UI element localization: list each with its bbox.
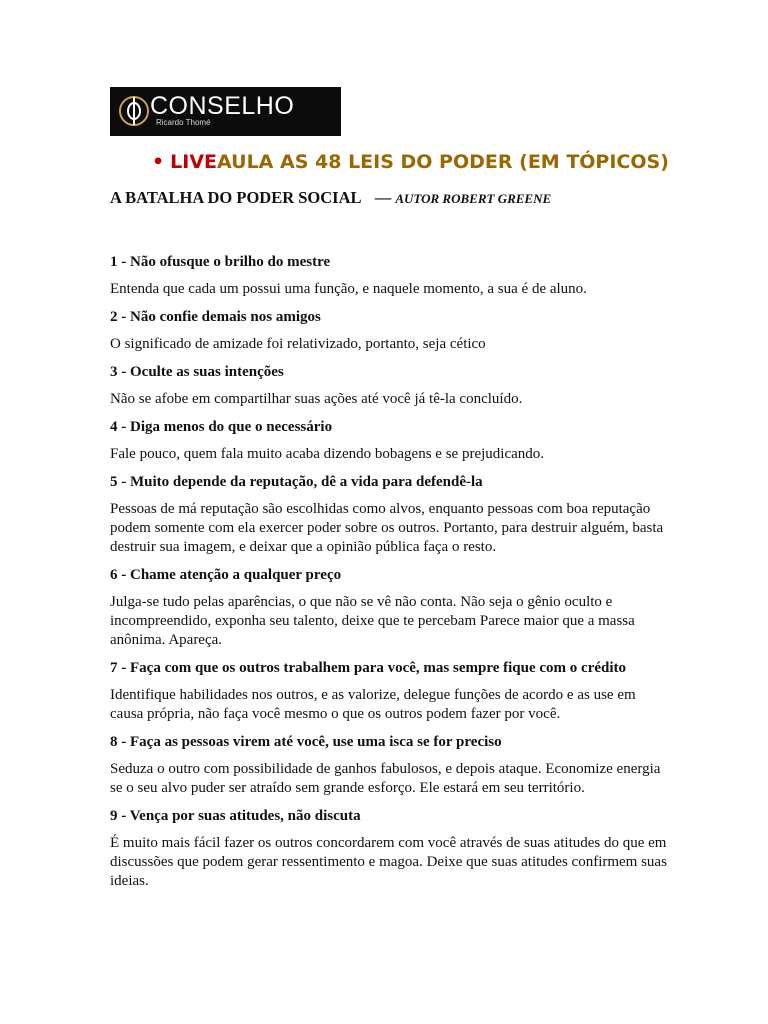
headline-bullet: • <box>152 151 165 173</box>
law-text-6: Julga-se tudo pelas aparências, o que não se vê não conta. Não seja o gênio oculto e incompreendido, exponha seu talento, deixe que te percebam Parece maior que a massa anônima. Apareça. <box>110 594 635 648</box>
law-text-1: Entenda que cada um possui uma função, e naquele momento, a sua é de aluno. <box>110 281 587 297</box>
subtitle-main: A BATALHA DO PODER SOCIAL <box>110 188 361 207</box>
law-text-8: Seduza o outro com possibilidade de ganhos fabulosos, e depois ataque. Economize energia se o seu alvo puder ser atraído sem grande esforço. Ele estará em seu território. <box>110 761 661 796</box>
laws-list <box>110 253 670 900</box>
logo-name: CONSELHO <box>150 92 295 120</box>
logo-subtitle: Ricardo Thomé <box>156 118 211 127</box>
law-text-4: Fale pouco, quem fala muito acaba dizendo bobagens e se prejudicando. <box>110 446 545 462</box>
law-text-9: É muito mais fácil fazer os outros concordarem com você através de suas atitudes do que em discussões que podem gerar ressentimento e magoa. Deixe que suas atitudes confirmem suas ideias. <box>110 835 667 889</box>
subtitle-author: AUTOR ROBERT GREENE <box>395 191 552 206</box>
law-text-5: Pessoas de má reputação são escolhidas como alvos, enquanto pessoas com boa reputação podem somente com ela exercer poder sobre os outros. Portanto, para destruir alguém, basta destruir sua imagem, e deixar que a opinião pública faça o resto. <box>110 501 664 555</box>
headline-title: AULA AS 48 LEIS DO PODER (EM TÓPICOS) <box>217 151 669 173</box>
law-title-4: 4 - Diga menos do que o necessário <box>110 419 333 435</box>
subtitle-dash: — <box>374 188 392 207</box>
headline-live: LIVE <box>170 151 218 173</box>
law-title-1: 1 - Não ofusque o brilho do mestre <box>110 254 331 270</box>
law-text-3: Não se afobe em compartilhar suas ações até você já tê-la concluído. <box>110 391 523 407</box>
conselho-logo <box>110 87 341 136</box>
law-title-5: 5 - Muito depende da reputação, dê a vida para defendê-la <box>110 474 483 490</box>
law-title-6: 6 - Chame atenção a qualquer preço <box>110 567 342 583</box>
law-text-7: Identifique habilidades nos outros, e as valorize, delegue funções de acordo e as use em causa própria, não faça você mesmo o que os outros podem fazer por você. <box>110 687 636 722</box>
law-title-9: 9 - Vença por suas atitudes, não discuta <box>110 808 361 824</box>
document-subtitle <box>110 187 551 210</box>
page-headline <box>152 149 669 175</box>
law-text-2: O significado de amizade foi relativizado, portanto, seja cético <box>110 336 486 352</box>
phi-logo-icon <box>116 92 152 130</box>
law-title-2: 2 - Não confie demais nos amigos <box>110 309 321 325</box>
law-title-3: 3 - Oculte as suas intenções <box>110 364 284 380</box>
law-title-8: 8 - Faça as pessoas virem até você, use uma isca se for preciso <box>110 734 502 750</box>
law-title-7: 7 - Faça com que os outros trabalhem para você, mas sempre fique com o crédito <box>110 660 627 676</box>
